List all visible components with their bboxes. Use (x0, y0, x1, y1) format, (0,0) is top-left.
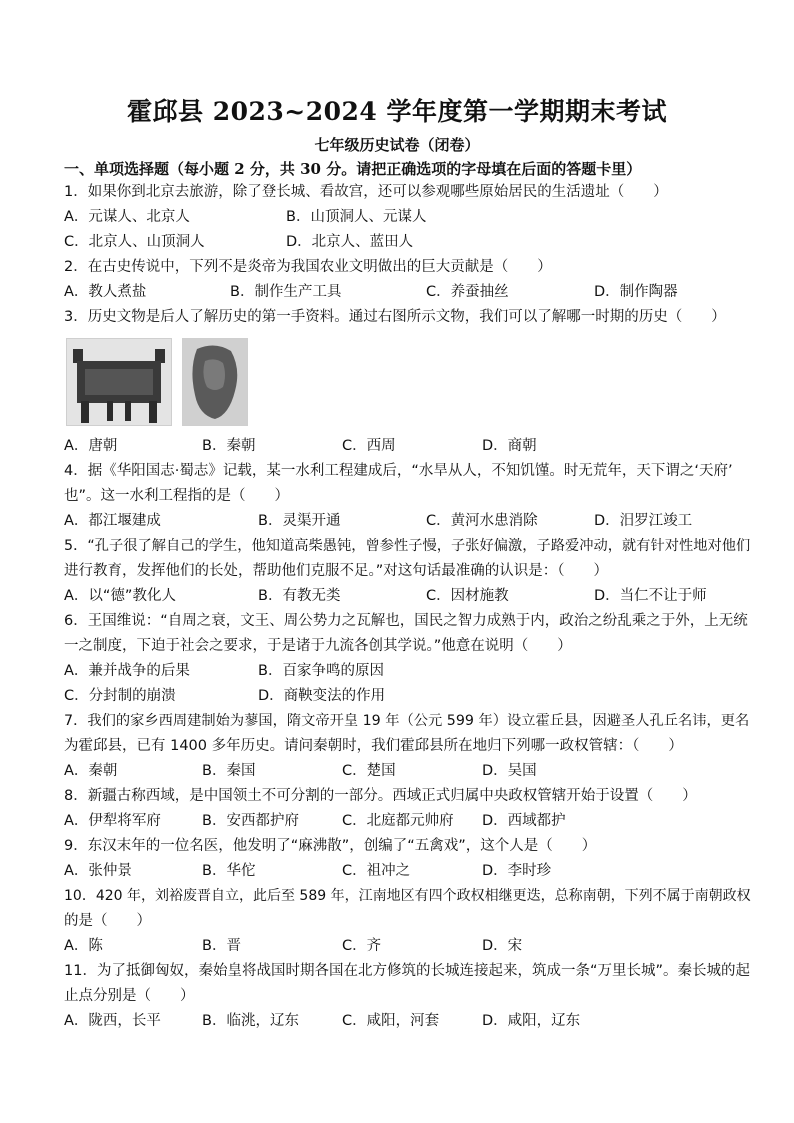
question-6-option-d: D．商鞅变法的作用 (258, 688, 386, 704)
artifact-fragment-image (182, 338, 248, 426)
question-2-option-b: B．制作生产工具 (230, 284, 342, 300)
question-7-option-a: A．秦朝 (64, 763, 118, 779)
question-4-stem-line-1: 4．据《华阳国志·蜀志》记载，某一水利工程建成后，“水旱从人，不知饥馑。时无荒年，天下谓之‘天府’ (64, 463, 733, 479)
question-4-option-a: A．都江堰建成 (64, 513, 161, 529)
question-3-stem: 3．历史文物是后人了解历史的第一手资料。通过右图所示文物，我们可以了解哪一时期的历史（ ） (64, 309, 726, 325)
question-4-option-b: B．灵渠开通 (258, 513, 341, 529)
question-3-option-d: D．商朝 (482, 438, 537, 454)
question-11-option-d: D．咸阳，辽东 (482, 1013, 581, 1029)
question-7-option-b: B．秦国 (202, 763, 256, 779)
question-9-option-b: B．华佗 (202, 863, 256, 879)
question-9-option-a: A．张仲景 (64, 863, 132, 879)
question-9-option-d: D．李时珍 (482, 863, 552, 879)
question-11-option-a: A．陇西，长平 (64, 1013, 161, 1029)
question-6-stem-line-2: 一之制度，下迫于社会之要求，于是诸于九流各创其学说。”他意在说明（ ） (64, 638, 572, 654)
question-1-option-b: B．山顶洞人、元谋人 (286, 209, 427, 225)
question-5-option-d: D．当仁不让于师 (594, 588, 707, 604)
question-2-option-c: C．养蚕抽丝 (426, 284, 509, 300)
question-10-option-d: D．宋 (482, 938, 523, 954)
question-8-option-b: B．安西都护府 (202, 813, 299, 829)
question-10-option-a: A．陈 (64, 938, 103, 954)
question-4-option-d: D．汨罗江竣工 (594, 513, 693, 529)
question-7-option-c: C．楚国 (342, 763, 396, 779)
question-4-stem-line-2: 也”。这一水利工程指的是（ ） (64, 488, 290, 504)
question-6-option-a: A．兼并战争的后果 (64, 663, 190, 679)
question-11-option-c: C．咸阳，河套 (342, 1013, 440, 1029)
question-1-stem: 1．如果你到北京去旅游，除了登长城、看故宫，还可以参观哪些原始居民的生活遗址（ ） (64, 184, 668, 200)
question-10-option-c: C．齐 (342, 938, 382, 954)
question-2-option-a: A．教人煮盐 (64, 284, 147, 300)
question-4-option-c: C．黄河水患消除 (426, 513, 538, 529)
question-5-option-c: C．因材施教 (426, 588, 509, 604)
question-11-option-b: B．临洮，辽东 (202, 1013, 299, 1029)
exam-subtitle: 七年级历史试卷（闭卷） (314, 136, 480, 154)
question-1-option-d: D．北京人、蓝田人 (286, 234, 414, 250)
question-11-stem-line-1: 11．为了抵御匈奴，秦始皇将战国时期各国在北方修筑的长城连接起来，筑成一条“万里长城”。秦长城的起 (64, 963, 750, 979)
question-6-option-b: B．百家争鸣的原因 (258, 663, 384, 679)
question-7-stem-line-2: 为霍邱县，已有 1400 多年历史。请问秦朝时，我们霍邱县所在地归下列哪一政权管辖：（ ） (64, 738, 683, 754)
question-8-stem: 8．新疆古称西域，是中国领土不可分割的一部分。西域正式归属中央政权管辖开始于设置（ ） (64, 788, 697, 804)
question-6-option-c: C．分封制的崩溃 (64, 688, 176, 704)
bronze-ding-icon (67, 339, 171, 425)
question-9-stem: 9．东汉末年的一位名医，他发明了“麻沸散”，创编了“五禽戏”，这个人是（ ） (64, 838, 597, 854)
question-2-stem: 2．在古史传说中，下列不是炎帝为我国农业文明做出的巨大贡献是（ ） (64, 259, 552, 275)
question-6-stem-line-1: 6．王国维说：“自周之衰，文王、周公势力之瓦解也，国民之智力成熟于内，政治之纷乱乘之于外，上无统 (64, 613, 748, 629)
question-10-option-b: B．晋 (202, 938, 241, 954)
question-5-stem-line-2: 进行教育，发挥他们的长处，帮助他们克服不足。”对这句话最准确的认识是：（ ） (64, 563, 609, 579)
question-8-option-a: A．伊犁将军府 (64, 813, 161, 829)
exam-title: 霍邱县 2023~2024 学年度第一学期期末考试 (126, 97, 668, 126)
question-3-option-b: B．秦朝 (202, 438, 256, 454)
question-1-option-a: A．元谋人、北京人 (64, 209, 190, 225)
stone-artifact-icon (183, 339, 247, 425)
question-9-option-c: C．祖冲之 (342, 863, 411, 879)
question-7-stem-line-1: 7．我们的家乡西周建制始为蓼国，隋文帝开皇 19 年（公元 599 年）设立霍丘县，因避圣人孔丘名讳，更名 (64, 713, 750, 729)
section-heading: 一、单项选择题（每小题 2 分，共 30 分。请把正确选项的字母填在后面的答题卡里） (64, 160, 642, 178)
question-11-stem-line-2: 止点分别是（ ） (64, 988, 195, 1004)
question-10-stem-line-1: 10．420 年，刘裕废晋自立，此后至 589 年，江南地区有四个政权相继更迭，总称南朝，下列不属于南朝政权 (64, 888, 751, 904)
question-2-option-d: D．制作陶器 (594, 284, 678, 300)
question-5-option-b: B．有教无类 (258, 588, 341, 604)
question-10-stem-line-2: 的是（ ） (64, 913, 151, 929)
question-3-option-c: C．西周 (342, 438, 396, 454)
bronze-ding-image (66, 338, 172, 426)
question-8-option-c: C．北庭都元帅府 (342, 813, 454, 829)
question-7-option-d: D．吴国 (482, 763, 537, 779)
question-1-option-c: C．北京人、山顶洞人 (64, 234, 205, 250)
question-5-option-a: A．以“德”教化人 (64, 588, 176, 604)
question-8-option-d: D．西域都护 (482, 813, 566, 829)
question-3-option-a: A．唐朝 (64, 438, 118, 454)
question-5-stem-line-1: 5．“孔子很了解自己的学生，他知道高柴愚钝，曾参性子慢，子张好偏激，子路爱冲动，就有针对性地对他们 (64, 538, 751, 554)
